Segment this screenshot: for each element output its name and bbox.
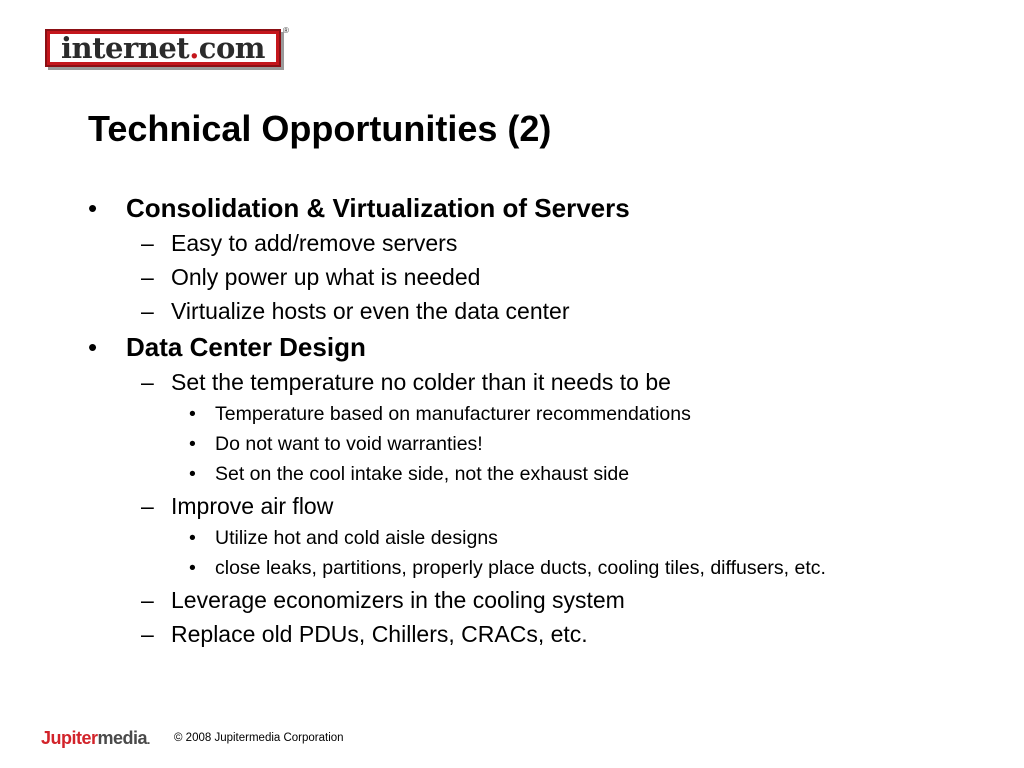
- sub-list-item-text: Temperature based on manufacturer recommendations: [215, 403, 691, 425]
- section-heading-text: Data Center Design: [126, 332, 366, 362]
- section-heading-text: Consolidation & Virtualization of Servers: [126, 193, 630, 223]
- list-item: [141, 620, 588, 648]
- bullet-marker: •: [189, 433, 196, 455]
- bullet-marker: •: [189, 527, 196, 549]
- list-item-text: Improve air flow: [171, 493, 334, 519]
- sub-list-item-text: close leaks, partitions, properly place ducts, cooling tiles, diffusers, etc.: [215, 557, 826, 579]
- logo-dot: .: [189, 31, 199, 65]
- list-item-text: Set the temperature no colder than it needs to be: [171, 369, 671, 395]
- list-item: [141, 263, 481, 291]
- logo-tld: com: [198, 31, 265, 65]
- sub-list-item: [189, 462, 630, 486]
- bullet-marker: •: [189, 463, 196, 485]
- internet-com-logo: [45, 29, 281, 67]
- sub-list-item-text: Set on the cool intake side, not the exhaust side: [215, 463, 630, 485]
- sub-list-item: [189, 432, 483, 456]
- list-item: [141, 492, 334, 520]
- bullet-marker: •: [88, 332, 98, 362]
- dash-marker: –: [141, 230, 154, 256]
- sub-list-item: [189, 556, 826, 580]
- bullet-marker: •: [88, 193, 98, 223]
- logo-media: media: [97, 728, 148, 748]
- section-heading-data-center-design: [88, 332, 366, 362]
- list-item: [141, 586, 625, 614]
- dash-marker: –: [141, 493, 154, 519]
- sub-list-item: [189, 526, 498, 550]
- list-item-text: Virtualize hosts or even the data center: [171, 298, 570, 324]
- dash-marker: –: [141, 587, 154, 613]
- slide-title: Technical Opportunities (2): [88, 108, 552, 149]
- logo-jupiter: Jupiter: [41, 728, 98, 748]
- list-item-text: Leverage economizers in the cooling system: [171, 587, 625, 613]
- list-item-text: Replace old PDUs, Chillers, CRACs, etc.: [171, 621, 588, 647]
- list-item: [141, 297, 570, 325]
- jupitermedia-logo: [41, 727, 150, 751]
- list-item: [141, 368, 671, 396]
- sub-list-item-text: Do not want to void warranties!: [215, 433, 483, 455]
- bullet-marker: •: [189, 403, 196, 425]
- dash-marker: –: [141, 298, 154, 324]
- dash-marker: –: [141, 621, 154, 647]
- bullet-marker: •: [189, 557, 196, 579]
- list-item: [141, 229, 458, 257]
- dash-marker: –: [141, 264, 154, 290]
- sub-list-item-text: Utilize hot and cold aisle designs: [215, 527, 498, 549]
- section-heading-consolidation: [88, 193, 630, 223]
- logo-dot: .: [147, 733, 150, 747]
- registered-mark: ®: [283, 26, 289, 35]
- dash-marker: –: [141, 369, 154, 395]
- sub-list-item: [189, 402, 691, 426]
- list-item-text: Only power up what is needed: [171, 264, 481, 290]
- copyright-notice: © 2008 Jupitermedia Corporation: [174, 732, 344, 744]
- logo-word: internet: [61, 31, 190, 65]
- list-item-text: Easy to add/remove servers: [171, 230, 458, 256]
